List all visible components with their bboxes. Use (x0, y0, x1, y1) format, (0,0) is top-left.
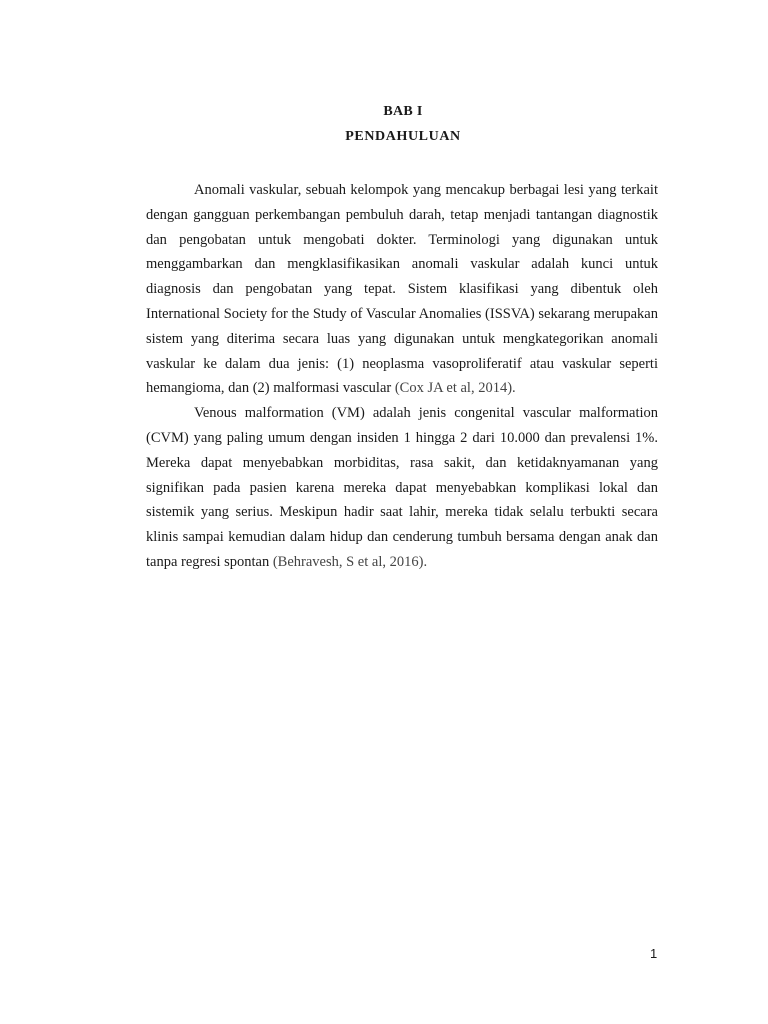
citation: (Cox JA et al, 2014). (394, 380, 516, 397)
paragraph-1 (146, 178, 658, 401)
page-number: 1 (650, 946, 658, 961)
chapter-title: PENDAHULUAN (345, 129, 461, 144)
citation: (Behravesh, S et al, 2016). (272, 553, 428, 570)
body-text (146, 178, 658, 575)
paragraph-text: Anomali vaskular, sebuah kelompok yang mencakup berbagai lesi yang terkait dengan gangguan perkembangan pembuluh darah, tetap menjadi tantangan diagnostik dan pengobatan untuk mengobati dokter. Terminologi yang digunakan untuk menggambarkan dan mengklasifikasikan anomali vaskular adalah kunci untuk diagnosis dan pengobatan yang tepat. Sistem klasifikasi yang dibentuk oleh International Society for the Study of Vascular Anomalies (ISSVA) sekarang merupakan sistem yang diterima secara luas yang digunakan untuk mengkategorikan anomali vaskular ke dalam dua jenis: (1) neoplasma vasoproliferatif atau vaskular seperti hemangioma, dan (2) malformasi vascular (146, 182, 658, 397)
paragraph-2 (146, 401, 658, 575)
chapter-label: BAB I (383, 104, 423, 119)
paragraph-text: Venous malformation (VM) adalah jenis congenital vascular malformation (CVM) yang paling umum dengan insiden 1 hingga 2 dari 10.000 dan prevalensi 1%. Mereka dapat menyebabkan morbiditas, rasa sakit, dan ketidaknyamanan yang signifikan pada pasien karena mereka dapat menyebabkan komplikasi lokal dan sistemik yang serius. Meskipun hadir saat lahir, mereka tidak selalu terbukti secara klinis sampai kemudian dalam hidup dan cenderung tumbuh bersama dengan anak dan tanpa regresi spontan (146, 405, 658, 570)
